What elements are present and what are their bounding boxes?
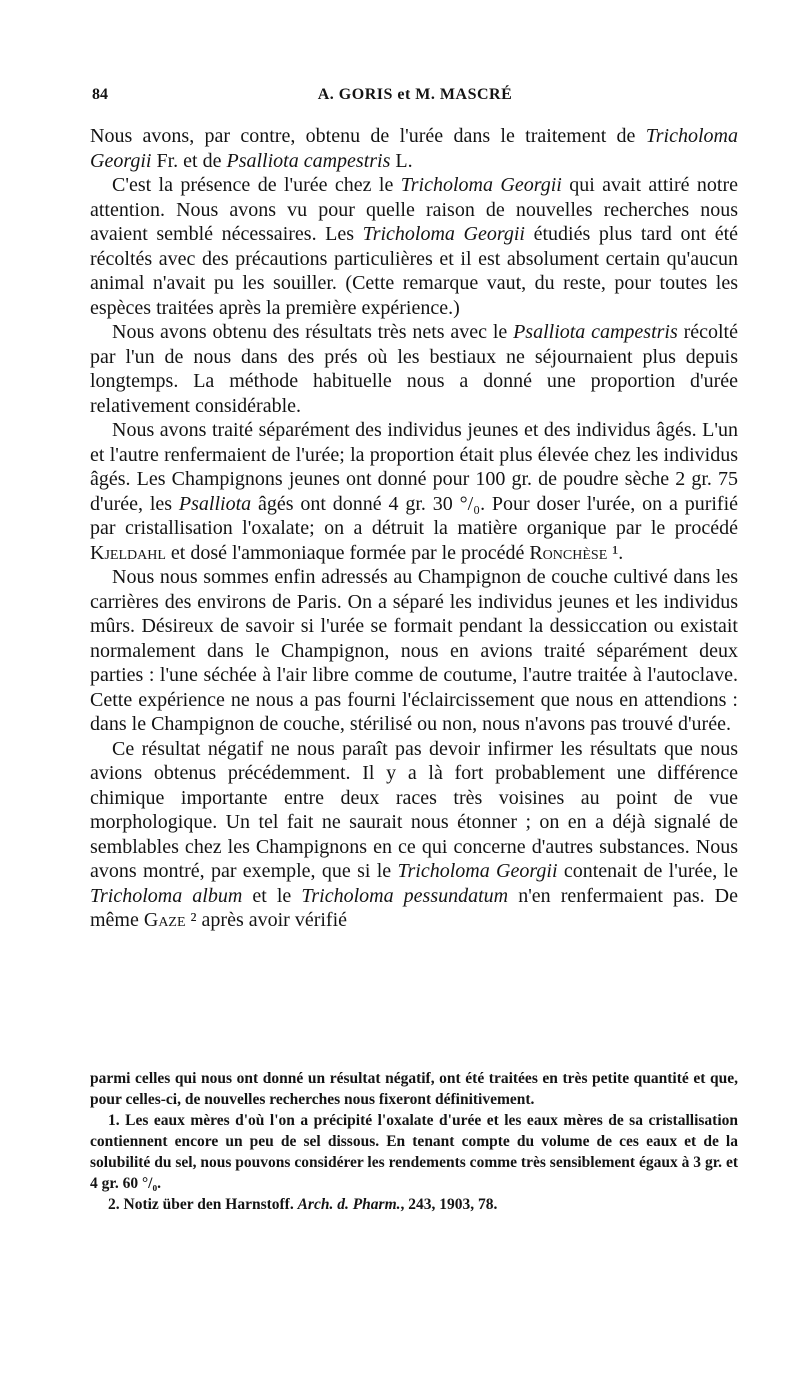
page-number: 84 — [92, 86, 108, 103]
footnotes — [90, 1068, 738, 1215]
species-name: Tricholoma Georgii — [90, 125, 738, 172]
footnote-1: 1. Les eaux mères d'où l'on a précipité l'oxalate d'urée et les eaux mères de sa cristallisation contiennent encore un peu de sel dissous. En tenant compte du volume de ces eaux et de la solubilité du sel, nous pouvons considérer les rendements comme très sensiblement égaux à 3 gr. et 4 gr. 60 °/₀. — [90, 1112, 738, 1192]
footnote-2: 2. Notiz über den Harnstoff. Arch. d. Pharm., 243, 1903, 78. — [108, 1196, 498, 1213]
paragraph: Nous avons, par contre, obtenu de l'urée dans le traitement de Tricholoma Georgii Fr. et de Psalliota campestris L. — [90, 125, 738, 172]
journal-title: Arch. d. Pharm. — [297, 1196, 401, 1213]
author-name: Kjeldahl — [90, 541, 166, 564]
species-name: Tricholoma Georgii — [400, 174, 562, 196]
species-name: Tricholoma Georgii — [362, 223, 525, 245]
species-name: Tricholoma pessundatum — [301, 884, 509, 907]
author-name: Ronchèse — [529, 541, 608, 564]
species-name: Psalliota campestris — [226, 149, 391, 172]
paragraph: Ce résultat négatif ne nous paraît pas devoir infirmer les résultats que nous avions obtenus précédemment. Il y a là fort probablement une différence chimique importante entre deux races très voisines au point de vue morphologique. Un tel fait ne saurait nous étonner ; on en a déjà signalé de semblables chez les Champignons en ce qui concerne d'autres substances. Nous avons montré, par exemple, que si le Tricholoma Georgii contenait de l'urée, le Tricholoma album et le Tricholoma pessundatum n'en renfermaient pas. De même Gaze ² après avoir vérifié — [90, 737, 738, 931]
main-text — [90, 124, 738, 933]
species-name: Psalliota campestris — [513, 321, 678, 343]
author-name: Gaze — [143, 909, 186, 931]
species-name: Psalliota — [178, 492, 252, 515]
species-name: Tricholoma album — [90, 884, 243, 907]
paragraph: Nous avons traité séparément des individus jeunes et des individus âgés. L'un et l'autre renfermaient de l'urée; la proportion était plus élevée chez les individus âgés. Les Champignons jeunes ont donné pour 100 gr. de poudre sèche 2 gr. 75 d'urée, les Psalliota âgés ont donné 4 gr. 30 °/₀. Pour doser l'urée, on a purifié par cristallisation l'oxalate; on a détruit la matière organique par le procédé Kjeldahl et dosé l'ammoniaque formée par le procédé Ronchèse ¹. — [90, 419, 739, 564]
species-name: Tricholoma Georgii — [397, 860, 558, 882]
paragraph: Nous nous sommes enfin adressés au Champignon de couche cultivé dans les carrières des environs de Paris. On a séparé les individus jeunes et les individus mûrs. Désireux de savoir si l'urée se formait pendant la dessiccation ou existait normalement dans le Champignon, nous en avions traité séparément deux parties : l'une séchée à l'air libre comme de coutume, l'autre traitée à l'autoclave. Cette expérience ne nous a pas fourni l'éclaircissement que nous en attendions : dans le Champignon de couche, stérilisé ou non, nous n'avons pas trouvé d'urée. — [90, 566, 738, 735]
footnote-continuation: parmi celles qui nous ont donné un résultat négatif, ont été traitées en très petite quantité et que, pour celles-ci, de nouvelles recherches nous fixeront définitivement. — [90, 1070, 738, 1108]
paragraph: C'est la présence de l'urée chez le Tricholoma Georgii qui avait attiré notre attention. Nous avons vu pour quelle raison de nouvelles recherches nous avaient semblé nécessaires. Les Tricholoma Georgii étudiés plus tard ont été récoltés avec des précautions particulières et il est absolument certain qu'aucun animal n'avait pu les souiller. (Cette remarque vaut, du reste, pour toutes les espèces traitées après la première expérience.) — [90, 174, 738, 319]
page-header — [92, 86, 738, 110]
paragraph: Nous avons obtenu des résultats très nets avec le Psalliota campestris récolté par l'un de nous dans des prés où les bestiaux ne séjournaient plus depuis longtemps. La méthode habituelle nous a donné une proportion d'urée relativement considérable. — [90, 321, 738, 417]
running-title: A. GORIS et M. MASCRÉ — [317, 86, 513, 103]
